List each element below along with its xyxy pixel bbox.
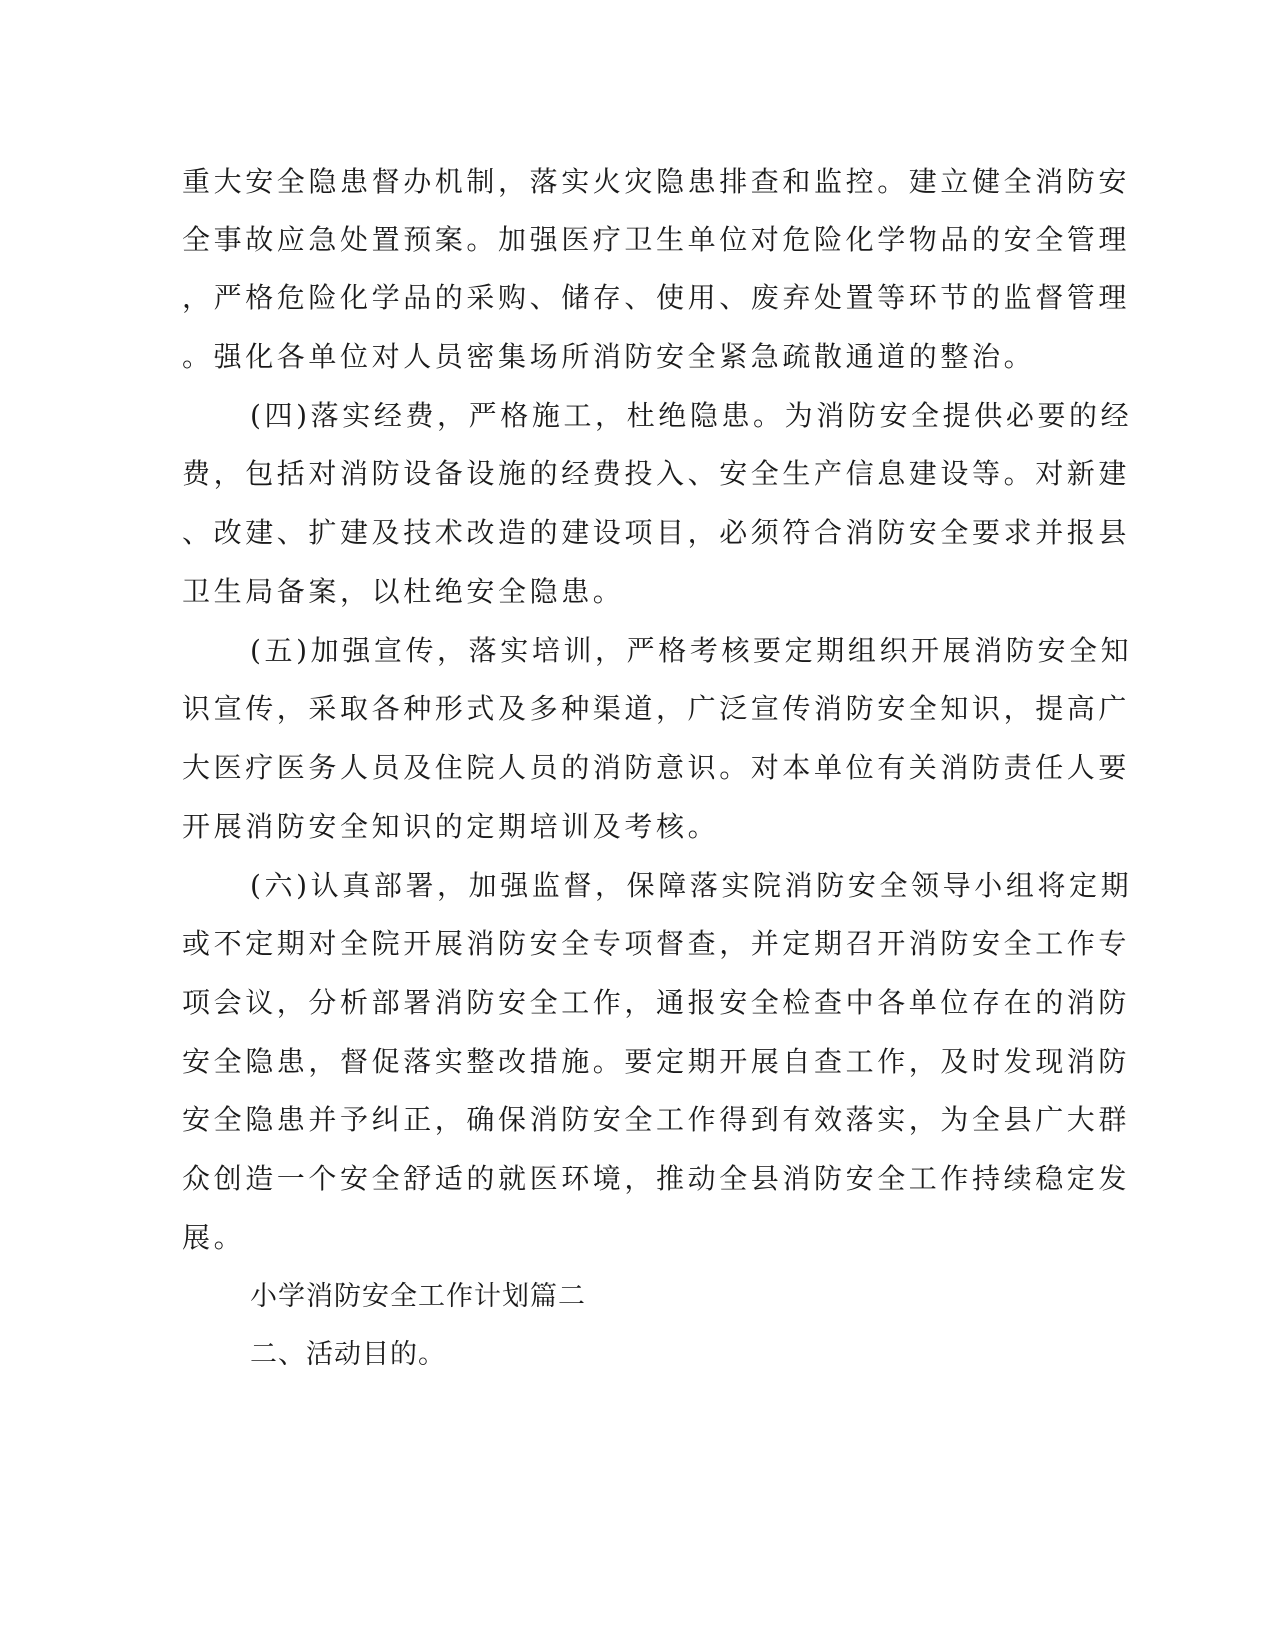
paragraph-line: 。强化各单位对人员密集场所消防安全紧急疏散通道的整治。 [182, 340, 1036, 373]
paragraph-line: 安全隐患，督促落实整改措施。要定期开展自查工作，及时发现消防 [182, 1045, 1131, 1078]
paragraph-line: (四)落实经费，严格施工，杜绝隐患。为消防安全提供必要的经 [250, 399, 1133, 432]
paragraph-line: ，严格危险化学品的采购、储存、使用、废弃处置等环节的监督管理 [182, 281, 1131, 314]
paragraph-line: 识宣传，采取各种形式及多种渠道，广泛宣传消防安全知识，提高广 [182, 692, 1131, 725]
paragraph-line: 全事故应急处置预案。加强医疗卫生单位对危险化学物品的安全管理 [182, 223, 1131, 256]
section-subtitle: 二、活动目的。 [250, 1339, 446, 1370]
paragraph-line: 众创造一个安全舒适的就医环境，推动全县消防安全工作持续稳定发 [182, 1162, 1131, 1195]
paragraph-line: 安全隐患并予纠正，确保消防安全工作得到有效落实，为全县广大群 [182, 1103, 1131, 1136]
paragraph-line: 开展消防安全知识的定期培训及考核。 [182, 810, 720, 843]
paragraph-line: 展。 [182, 1221, 246, 1254]
paragraph-line: (五)加强宣传，落实培训，严格考核要定期组织开展消防安全知 [250, 634, 1133, 667]
paragraph-line: 、改建、扩建及技术改造的建设项目，必须符合消防安全要求并报县 [182, 516, 1131, 549]
paragraph-line: (六)认真部署，加强监督，保障落实院消防安全领导小组将定期 [250, 869, 1133, 902]
paragraph-line: 卫生局备案，以杜绝安全隐患。 [182, 575, 625, 608]
paragraph-line: 重大安全隐患督办机制，落实火灾隐患排查和监控。建立健全消防安 [182, 165, 1131, 198]
paragraph-line: 大医疗医务人员及住院人员的消防意识。对本单位有关消防责任人要 [182, 751, 1131, 784]
paragraph-line: 项会议，分析部署消防安全工作，通报安全检查中各单位存在的消防 [182, 986, 1131, 1019]
paragraph-line: 费，包括对消防设备设施的经费投入、安全生产信息建设等。对新建 [182, 457, 1131, 490]
paragraph-line: 或不定期对全院开展消防安全专项督查，并定期召开消防安全工作专 [182, 927, 1131, 960]
section-title: 小学消防安全工作计划篇二 [250, 1281, 586, 1312]
